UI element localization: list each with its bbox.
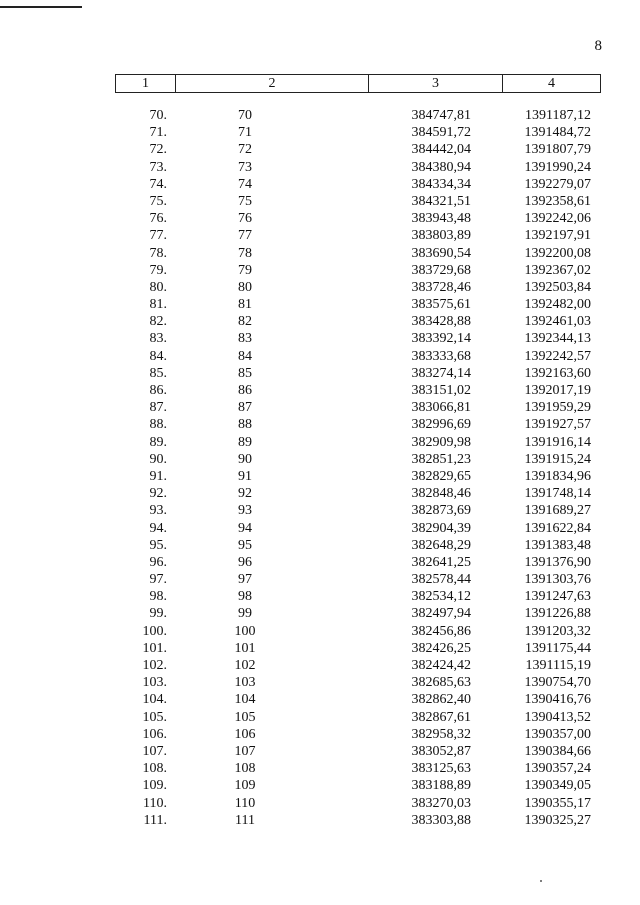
- table-row: [115, 795, 601, 812]
- table-cell-col-1: 108.: [142, 761, 167, 777]
- table-cell-col-3: 382848,46: [411, 486, 471, 502]
- page-number: 8: [594, 38, 602, 54]
- table-row: [115, 674, 601, 691]
- table-cell-col-4: 1391115,19: [525, 658, 591, 673]
- table-cell-col-3: 382909,98: [411, 434, 471, 450]
- table-cell-col-3: 383125,63: [411, 761, 471, 777]
- table-cell-col-3: 382578,44: [411, 572, 471, 588]
- table-cell-col-3: 384591,72: [411, 125, 471, 141]
- table-cell-col-4: 1391807,79: [524, 142, 591, 158]
- table-cell-col-2: 93: [238, 503, 252, 519]
- table-row: [115, 812, 601, 829]
- table-cell-col-2: 88: [238, 417, 252, 433]
- table-cell-col-3: 383333,68: [411, 348, 471, 364]
- table-cell-col-3: 382829,65: [411, 468, 471, 484]
- table-row: [115, 313, 601, 330]
- table-row: [115, 777, 601, 794]
- table-row: [115, 640, 601, 657]
- table-cell-col-3: 383943,48: [411, 211, 471, 227]
- table-cell-col-1: 95.: [149, 537, 167, 553]
- table-cell-col-2: 92: [238, 486, 252, 502]
- table-cell-col-2: 106: [234, 726, 256, 742]
- table-row: [115, 554, 601, 571]
- table-cell-col-3: 383803,89: [411, 228, 471, 244]
- table-cell-col-2: 105: [234, 709, 256, 725]
- table-cell-col-2: 108: [234, 761, 256, 777]
- table-cell-col-3: 383066,81: [411, 400, 471, 416]
- table-cell-col-1: 81.: [149, 297, 167, 313]
- column-header-1: 1: [116, 75, 176, 92]
- table-cell-col-3: 383728,46: [411, 279, 471, 295]
- column-header-3: 3: [369, 75, 503, 92]
- table-cell-col-3: 383151,02: [411, 383, 471, 398]
- table-cell-col-1: 72.: [149, 142, 167, 158]
- table-row: [115, 210, 601, 227]
- table-cell-col-4: 1392279,07: [524, 176, 591, 192]
- table-row: [115, 262, 601, 279]
- table-cell-col-1: 77.: [149, 228, 167, 244]
- table-row: [115, 571, 601, 588]
- table-cell-col-2: 80: [238, 279, 252, 295]
- table-cell-col-3: 382996,69: [411, 417, 471, 433]
- table-cell-col-3: 384442,04: [411, 142, 471, 158]
- table-row: [115, 485, 601, 502]
- table-cell-col-2: 75: [238, 193, 252, 209]
- table-cell-col-4: 1391990,24: [524, 159, 591, 175]
- table-cell-col-2: 90: [238, 451, 252, 467]
- table-row: [115, 623, 601, 640]
- table-row: [115, 107, 601, 124]
- table-cell-col-3: 384380,94: [411, 159, 471, 175]
- table-cell-col-3: 382497,94: [411, 606, 471, 622]
- table-cell-col-1: 83.: [149, 331, 167, 347]
- table-cell-col-1: 94.: [149, 520, 167, 536]
- table-cell-col-2: 79: [238, 262, 252, 278]
- table-cell-col-2: 109: [234, 778, 256, 794]
- column-header-4: 4: [548, 76, 555, 91]
- table-cell-col-4: 1390413,52: [524, 709, 591, 725]
- table-cell-col-4: 1390349,05: [524, 778, 591, 794]
- table-cell-col-1: 85.: [149, 365, 167, 381]
- table-cell-col-4: 1392367,02: [524, 262, 591, 278]
- table-cell-col-2: 82: [238, 314, 252, 330]
- table-cell-col-2: 83: [238, 331, 252, 347]
- table-cell-col-4: 1391303,76: [524, 572, 591, 588]
- table-cell-col-1: 109.: [142, 778, 167, 794]
- table-cell-col-1: 91.: [149, 468, 167, 484]
- table-cell-col-1: 90.: [149, 451, 167, 467]
- table-row: [115, 434, 601, 451]
- table-cell-col-1: 104.: [142, 692, 167, 708]
- table-cell-col-4: 1391959,29: [524, 400, 591, 416]
- table-cell-col-4: 1391376,90: [524, 554, 591, 570]
- table-cell-col-4: 1390754,70: [524, 675, 591, 691]
- table-cell-col-1: 84.: [149, 348, 167, 364]
- table-cell-col-4: 1391916,14: [524, 434, 591, 450]
- table-cell-col-4: 1392163,60: [524, 365, 591, 381]
- column-header-2: 2: [176, 75, 369, 92]
- table-cell-col-1: 96.: [149, 554, 167, 570]
- table-cell-col-2: 87: [238, 400, 252, 416]
- table-row: [115, 743, 601, 760]
- table-cell-col-1: 76.: [149, 211, 167, 227]
- table-header: [115, 74, 601, 93]
- table-row: [115, 691, 601, 708]
- table-row: [115, 330, 601, 347]
- table-cell-col-3: 382424,42: [411, 658, 471, 673]
- table-cell-col-2: 94: [238, 520, 252, 536]
- table-cell-col-1: 106.: [142, 726, 167, 742]
- table-cell-col-4: 1391927,57: [524, 417, 591, 433]
- table-cell-col-1: 98.: [149, 589, 167, 605]
- table-cell-col-1: 75.: [149, 193, 167, 209]
- table-cell-col-2: 81: [238, 297, 252, 313]
- table-row: [115, 760, 601, 777]
- table-cell-col-3: 382867,61: [411, 709, 471, 725]
- table-cell-col-4: 1392197,91: [524, 228, 591, 244]
- table-row: [115, 193, 601, 210]
- table-cell-col-2: 96: [238, 554, 252, 570]
- table-cell-col-2: 98: [238, 589, 252, 605]
- table-cell-col-4: 1392242,06: [524, 211, 591, 227]
- table-cell-col-1: 74.: [149, 176, 167, 192]
- table-cell-col-3: 382426,25: [411, 640, 471, 656]
- table-cell-col-4: 1390357,24: [524, 761, 591, 777]
- table-cell-col-3: 384334,34: [411, 176, 471, 192]
- table-cell-col-2: 77: [238, 228, 252, 244]
- table-row: [115, 537, 601, 554]
- table-cell-col-2: 100: [234, 623, 256, 639]
- table-cell-col-2: 102: [234, 658, 256, 673]
- table-cell-col-3: 383575,61: [411, 297, 471, 313]
- table-cell-col-2: 101: [234, 640, 256, 656]
- table-cell-col-4: 1391834,96: [524, 468, 591, 484]
- table-cell-col-2: 111: [235, 812, 255, 828]
- table-cell-col-1: 102.: [142, 658, 167, 673]
- table-cell-col-2: 97: [238, 572, 252, 588]
- table-cell-col-1: 101.: [142, 640, 167, 656]
- table-cell-col-4: 1390325,27: [524, 812, 591, 828]
- table-cell-col-1: 92.: [149, 486, 167, 502]
- table-cell-col-4: 1392017,19: [524, 383, 591, 398]
- table-cell-col-1: 105.: [142, 709, 167, 725]
- table-cell-col-3: 382873,69: [411, 503, 471, 519]
- table-cell-col-2: 110: [234, 795, 256, 811]
- table-cell-col-2: 85: [238, 365, 252, 381]
- table-cell-col-1: 78.: [149, 245, 167, 261]
- table-cell-col-1: 86.: [149, 383, 167, 398]
- table-cell-col-2: 107: [234, 743, 256, 759]
- top-rule: [0, 6, 82, 8]
- table-row: [115, 709, 601, 726]
- table-row: [115, 416, 601, 433]
- table-row: [115, 399, 601, 416]
- table-cell-col-3: 382904,39: [411, 520, 471, 536]
- table-row: [115, 245, 601, 262]
- table-row: [115, 141, 601, 158]
- table-cell-col-4: 1392200,08: [524, 245, 591, 261]
- table-cell-col-2: 71: [238, 125, 252, 141]
- table-cell-col-4: 1392482,00: [524, 297, 591, 313]
- table-cell-col-3: 382456,86: [411, 623, 471, 639]
- table-cell-col-4: 1392503,84: [524, 279, 591, 295]
- table-cell-col-1: 88.: [149, 417, 167, 433]
- table-cell-col-2: 86: [238, 383, 252, 398]
- table-cell-col-4: 1390384,66: [524, 743, 591, 759]
- table-cell-col-4: 1392461,03: [524, 314, 591, 330]
- table-cell-col-4: 1391915,24: [524, 451, 591, 467]
- table-cell-col-2: 103: [234, 675, 256, 691]
- table-cell-col-4: 1392242,57: [524, 348, 591, 364]
- table-cell-col-2: 78: [238, 245, 252, 261]
- table-row: [115, 451, 601, 468]
- table-cell-col-3: 382534,12: [411, 589, 471, 605]
- table-cell-col-2: 84: [238, 348, 252, 364]
- table-row: [115, 468, 601, 485]
- table-cell-col-2: 89: [238, 434, 252, 450]
- table-cell-col-3: 383428,88: [411, 314, 471, 330]
- table-cell-col-1: 73.: [149, 159, 167, 175]
- table-cell-col-1: 93.: [149, 503, 167, 519]
- table-row: [115, 227, 601, 244]
- table-cell-col-2: 104: [234, 692, 256, 708]
- table-cell-col-3: 383690,54: [411, 245, 471, 261]
- table-cell-col-3: 382851,23: [411, 451, 471, 467]
- table-body: [115, 107, 601, 829]
- table-cell-col-4: 1391187,12: [525, 108, 591, 123]
- table-cell-col-4: 1391247,63: [524, 589, 591, 605]
- table-cell-col-1: 79.: [149, 262, 167, 278]
- table-cell-col-3: 382958,32: [411, 726, 471, 742]
- table-cell-col-1: 89.: [149, 434, 167, 450]
- table-cell-col-1: 71.: [149, 125, 167, 141]
- table-cell-col-2: 91: [238, 468, 252, 484]
- stray-dot: [540, 880, 542, 882]
- table-cell-col-4: 1391484,72: [524, 125, 591, 141]
- table-row: [115, 159, 601, 176]
- table-cell-col-3: 383729,68: [411, 262, 471, 278]
- table-cell-col-3: 383270,03: [411, 795, 471, 811]
- table-row: [115, 348, 601, 365]
- table-cell-col-3: 383052,87: [411, 743, 471, 759]
- table-cell-col-3: 382641,25: [411, 554, 471, 570]
- table-cell-col-4: 1392344,13: [524, 331, 591, 347]
- table-cell-col-1: 70.: [149, 108, 167, 123]
- table-row: [115, 502, 601, 519]
- table-row: [115, 605, 601, 622]
- table-cell-col-1: 97.: [149, 572, 167, 588]
- table-cell-col-2: 70: [238, 108, 252, 123]
- table-cell-col-3: 383303,88: [411, 812, 471, 828]
- table-row: [115, 726, 601, 743]
- table-cell-col-1: 103.: [142, 675, 167, 691]
- table-cell-col-4: 1392358,61: [524, 193, 591, 209]
- table-row: [115, 520, 601, 537]
- table-row: [115, 279, 601, 296]
- table-cell-col-1: 107.: [142, 743, 167, 759]
- table-cell-col-4: 1391748,14: [524, 486, 591, 502]
- table-cell-col-4: 1391689,27: [524, 503, 591, 519]
- table-cell-col-2: 95: [238, 537, 252, 553]
- table-cell-col-2: 72: [238, 142, 252, 158]
- table-cell-col-4: 1390357,00: [524, 726, 591, 742]
- table-cell-col-1: 110.: [143, 795, 167, 811]
- table-cell-col-1: 111.: [143, 812, 167, 828]
- table-cell-col-2: 74: [238, 176, 252, 192]
- table-row: [115, 124, 601, 141]
- table-cell-col-1: 100.: [142, 623, 167, 639]
- table-cell-col-4: 1391203,32: [524, 623, 591, 639]
- table-cell-col-1: 99.: [149, 606, 167, 622]
- table-cell-col-3: 382685,63: [411, 675, 471, 691]
- table-cell-col-1: 82.: [149, 314, 167, 330]
- table-row: [115, 588, 601, 605]
- table-cell-col-4: 1391226,88: [524, 606, 591, 622]
- table-cell-col-4: 1390355,17: [524, 795, 591, 811]
- table-row: [115, 657, 601, 674]
- table-cell-col-2: 76: [238, 211, 252, 227]
- table-cell-col-4: 1391383,48: [524, 537, 591, 553]
- table-cell-col-1: 80.: [149, 279, 167, 295]
- table-cell-col-3: 383392,14: [411, 331, 471, 347]
- table-cell-col-2: 73: [238, 159, 252, 175]
- table-cell-col-3: 384747,81: [411, 108, 471, 123]
- table-cell-col-1: 87.: [149, 400, 167, 416]
- table-cell-col-4: 1390416,76: [524, 692, 591, 708]
- table-cell-col-2: 99: [238, 606, 252, 622]
- table-row: [115, 382, 601, 399]
- table-row: [115, 296, 601, 313]
- table-cell-col-3: 383274,14: [411, 365, 471, 381]
- table-cell-col-3: 383188,89: [411, 778, 471, 794]
- table-row: [115, 176, 601, 193]
- table-cell-col-3: 384321,51: [411, 193, 471, 209]
- table-cell-col-4: 1391622,84: [524, 520, 591, 536]
- table-row: [115, 365, 601, 382]
- table-cell-col-4: 1391175,44: [525, 640, 591, 656]
- table-cell-col-3: 382862,40: [411, 692, 471, 708]
- table-cell-col-3: 382648,29: [411, 537, 471, 553]
